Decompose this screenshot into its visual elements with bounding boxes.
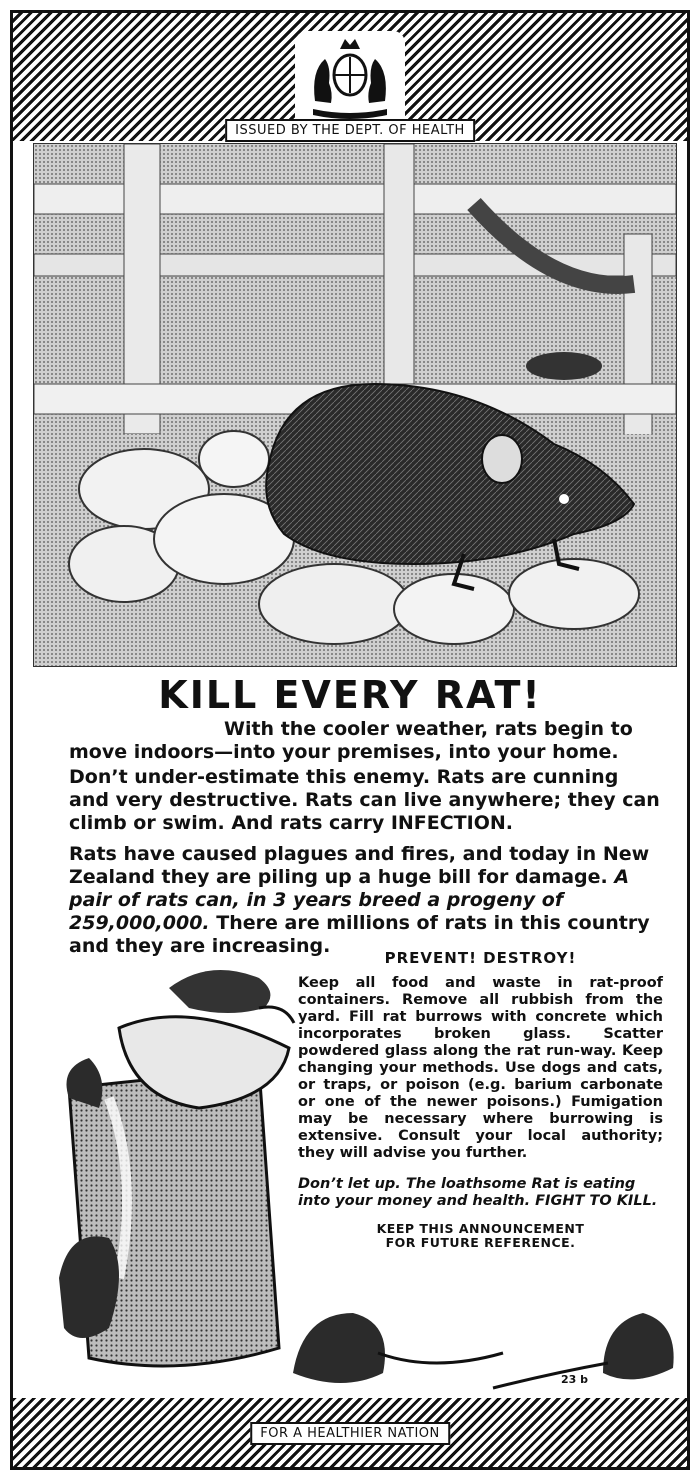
plague-paragraph — [69, 843, 663, 958]
intro-text: With the cooler weather, rats begin to move indoors—into your premises, into your home. — [69, 718, 633, 763]
progeny-statistic: A pair of rats can, in 3 years breed a progeny of 259,000,000. — [69, 866, 630, 934]
plague-text-start: Rats have caused plagues and fires, and today in New Zealand they are piling up a huge bill for damage. — [69, 843, 650, 888]
prevent-destroy-section — [298, 949, 663, 1250]
closing-exhortation: Don’t let up. The loathsome Rat is eating into your money and health. FIGHT TO KILL. — [298, 1176, 658, 1209]
keep-line-2: FOR FUTURE REFERENCE. — [385, 1235, 576, 1250]
prevent-body: Keep all food and waste in rat-proof containers. Remove all rubbish from the yard. Fill rat burrows with concrete which incorporates broken glass. Scatter powdered glass along the rat run-way. Keep changing your methods. Use dogs and cats, or traps, or poison (e.g. barium carbonate or one of the newer poisons.) Fumigation may be necessary where burrowing is extensive. Consult your local authority; they will advise you further. — [298, 975, 663, 1161]
rats-on-rubbish-bin-illustration — [49, 948, 299, 1393]
bottom-hatched-band — [13, 1398, 687, 1470]
royal-coat-of-arms-icon — [295, 31, 405, 121]
headline: KILL EVERY RAT! — [158, 673, 542, 717]
enemy-paragraph: Don’t under-estimate this enemy. Rats are cunning and very destructive. Rats can live anywhere; they can climb or swim. And rats carry INFECTION. — [69, 766, 660, 834]
ad-reference-code: 23 b — [561, 1373, 589, 1386]
advertisement-frame — [10, 10, 690, 1470]
prevent-title: PREVENT! DESTROY! — [384, 949, 577, 967]
intro-paragraph — [69, 718, 663, 764]
issued-by-label: ISSUED BY THE DEPT. OF HEALTH — [225, 119, 475, 142]
rat-in-storeroom-illustration — [33, 143, 677, 667]
healthier-nation-slogan: FOR A HEALTHIER NATION — [250, 1422, 450, 1445]
keep-announcement-note — [298, 1222, 663, 1250]
top-hatched-band — [13, 13, 687, 141]
plague-text-end: There are millions of rats in this country and they are increasing. — [69, 912, 650, 957]
running-rats-illustration — [283, 1253, 678, 1398]
keep-line-1: KEEP THIS ANNOUNCEMENT — [376, 1221, 585, 1236]
